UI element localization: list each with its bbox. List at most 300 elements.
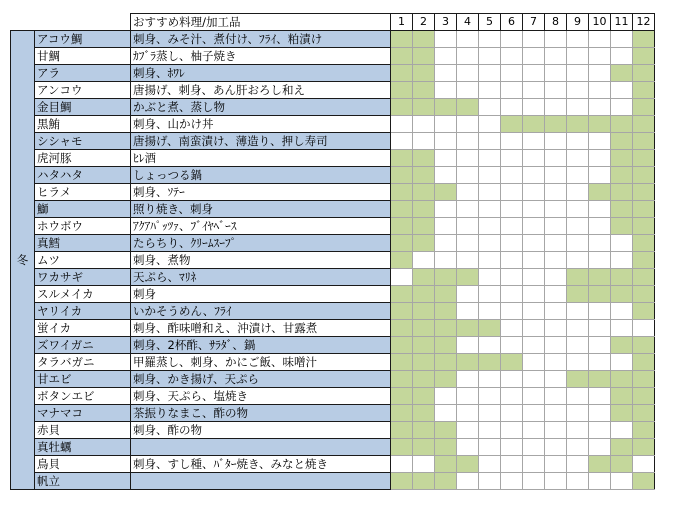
dish-cell[interactable]: 刺身、酢味噌和え、沖漬け、甘露煮: [131, 320, 391, 337]
month-cell[interactable]: [391, 116, 413, 133]
month-header[interactable]: 11: [611, 14, 633, 31]
month-cell-in-season[interactable]: [611, 337, 633, 354]
fish-name-cell[interactable]: 帆立: [35, 473, 131, 490]
month-cell-in-season[interactable]: [611, 184, 633, 201]
fish-name-cell[interactable]: アンコウ: [35, 82, 131, 99]
month-cell-in-season[interactable]: [589, 116, 611, 133]
month-cell[interactable]: [479, 473, 501, 490]
month-cell[interactable]: [589, 439, 611, 456]
month-header[interactable]: 1: [391, 14, 413, 31]
month-cell[interactable]: [435, 218, 457, 235]
month-cell-in-season[interactable]: [391, 388, 413, 405]
month-cell-in-season[interactable]: [633, 371, 655, 388]
month-cell[interactable]: [523, 201, 545, 218]
month-cell-in-season[interactable]: [633, 337, 655, 354]
month-cell-in-season[interactable]: [413, 269, 435, 286]
month-cell[interactable]: [611, 422, 633, 439]
month-cell-in-season[interactable]: [391, 235, 413, 252]
month-cell[interactable]: [567, 218, 589, 235]
dish-cell[interactable]: 刺身、かき揚げ、天ぷら: [131, 371, 391, 388]
month-cell[interactable]: [457, 388, 479, 405]
month-cell[interactable]: [479, 31, 501, 48]
fish-name-cell[interactable]: ヤリイカ: [35, 303, 131, 320]
month-cell[interactable]: [523, 99, 545, 116]
dish-column-header[interactable]: おすすめ料理/加工品: [131, 14, 391, 31]
month-header[interactable]: 6: [501, 14, 523, 31]
dish-cell[interactable]: 唐揚げ、刺身、あん肝おろし和え: [131, 82, 391, 99]
month-cell-in-season[interactable]: [435, 320, 457, 337]
month-cell-in-season[interactable]: [545, 116, 567, 133]
month-cell-in-season[interactable]: [413, 337, 435, 354]
month-cell[interactable]: [457, 31, 479, 48]
month-cell[interactable]: [479, 388, 501, 405]
month-cell-in-season[interactable]: [611, 201, 633, 218]
month-cell-in-season[interactable]: [391, 320, 413, 337]
month-cell-in-season[interactable]: [611, 65, 633, 82]
month-cell[interactable]: [391, 133, 413, 150]
month-cell-in-season[interactable]: [479, 354, 501, 371]
fish-name-cell[interactable]: ムツ: [35, 252, 131, 269]
month-cell[interactable]: [523, 252, 545, 269]
month-cell[interactable]: [501, 218, 523, 235]
dish-cell[interactable]: ｱｸｱﾊﾟｯﾂｧ、ﾌﾞｲﾔﾍﾞｰｽ: [131, 218, 391, 235]
month-cell-in-season[interactable]: [633, 167, 655, 184]
fish-name-cell[interactable]: 金目鯛: [35, 99, 131, 116]
month-cell[interactable]: [567, 354, 589, 371]
month-cell[interactable]: [457, 422, 479, 439]
month-cell[interactable]: [479, 133, 501, 150]
month-cell-in-season[interactable]: [589, 269, 611, 286]
month-cell-in-season[interactable]: [391, 150, 413, 167]
month-cell[interactable]: [545, 235, 567, 252]
month-cell-in-season[interactable]: [633, 235, 655, 252]
month-cell-in-season[interactable]: [413, 82, 435, 99]
dish-cell[interactable]: [131, 439, 391, 456]
dish-cell[interactable]: 刺身、すし種、ﾊﾞﾀｰ焼き、みなと焼き: [131, 456, 391, 473]
month-cell[interactable]: [567, 303, 589, 320]
month-cell[interactable]: [523, 31, 545, 48]
month-cell[interactable]: [567, 456, 589, 473]
month-cell-in-season[interactable]: [589, 184, 611, 201]
month-cell[interactable]: [545, 99, 567, 116]
month-cell-in-season[interactable]: [633, 269, 655, 286]
month-cell-in-season[interactable]: [523, 116, 545, 133]
month-cell-in-season[interactable]: [611, 371, 633, 388]
month-cell[interactable]: [523, 303, 545, 320]
month-cell[interactable]: [545, 405, 567, 422]
month-cell[interactable]: [501, 150, 523, 167]
month-header[interactable]: 8: [545, 14, 567, 31]
month-cell-in-season[interactable]: [633, 473, 655, 490]
month-cell[interactable]: [589, 235, 611, 252]
month-cell-in-season[interactable]: [611, 405, 633, 422]
month-cell-in-season[interactable]: [413, 439, 435, 456]
month-cell[interactable]: [611, 82, 633, 99]
month-cell[interactable]: [567, 388, 589, 405]
month-cell[interactable]: [479, 439, 501, 456]
dish-cell[interactable]: かぶと煮、蒸し物: [131, 99, 391, 116]
month-cell[interactable]: [567, 184, 589, 201]
month-cell[interactable]: [589, 218, 611, 235]
month-cell[interactable]: [545, 354, 567, 371]
month-cell[interactable]: [501, 439, 523, 456]
fish-name-cell[interactable]: 甘エビ: [35, 371, 131, 388]
month-cell[interactable]: [457, 218, 479, 235]
month-cell[interactable]: [589, 31, 611, 48]
month-cell-in-season[interactable]: [391, 218, 413, 235]
fish-name-cell[interactable]: ハタハタ: [35, 167, 131, 184]
month-cell-in-season[interactable]: [567, 116, 589, 133]
month-cell[interactable]: [523, 65, 545, 82]
fish-name-cell[interactable]: 真牡蠣: [35, 439, 131, 456]
month-cell[interactable]: [523, 82, 545, 99]
month-cell[interactable]: [545, 269, 567, 286]
month-cell[interactable]: [545, 337, 567, 354]
month-cell[interactable]: [545, 65, 567, 82]
month-cell-in-season[interactable]: [413, 99, 435, 116]
month-cell-in-season[interactable]: [413, 303, 435, 320]
month-cell[interactable]: [457, 252, 479, 269]
month-cell[interactable]: [523, 388, 545, 405]
fish-name-cell[interactable]: ワカサギ: [35, 269, 131, 286]
month-cell-in-season[interactable]: [391, 303, 413, 320]
month-cell-in-season[interactable]: [633, 116, 655, 133]
month-cell-in-season[interactable]: [633, 286, 655, 303]
fish-name-cell[interactable]: 蛍イカ: [35, 320, 131, 337]
dish-cell[interactable]: 甲羅蒸し、刺身、かにご飯、味噌汁: [131, 354, 391, 371]
dish-cell[interactable]: 刺身、2杯酢、ｻﾗﾀﾞ、鍋: [131, 337, 391, 354]
month-cell[interactable]: [545, 184, 567, 201]
month-cell-in-season[interactable]: [633, 184, 655, 201]
month-cell-in-season[interactable]: [435, 456, 457, 473]
month-cell[interactable]: [501, 82, 523, 99]
month-cell-in-season[interactable]: [413, 371, 435, 388]
month-cell[interactable]: [479, 286, 501, 303]
month-cell[interactable]: [611, 354, 633, 371]
month-cell-in-season[interactable]: [391, 31, 413, 48]
month-cell[interactable]: [567, 133, 589, 150]
month-cell[interactable]: [611, 320, 633, 337]
month-cell[interactable]: [457, 303, 479, 320]
month-header[interactable]: 7: [523, 14, 545, 31]
month-cell-in-season[interactable]: [633, 303, 655, 320]
dish-cell[interactable]: 刺身、ﾎﾜﾚ: [131, 65, 391, 82]
month-cell[interactable]: [545, 439, 567, 456]
month-cell[interactable]: [523, 422, 545, 439]
month-cell[interactable]: [523, 218, 545, 235]
fish-name-cell[interactable]: 虎河豚: [35, 150, 131, 167]
month-cell-in-season[interactable]: [479, 320, 501, 337]
dish-cell[interactable]: 照り焼き、刺身: [131, 201, 391, 218]
month-cell[interactable]: [523, 269, 545, 286]
month-cell[interactable]: [479, 422, 501, 439]
month-cell[interactable]: [457, 439, 479, 456]
month-cell[interactable]: [391, 269, 413, 286]
month-cell-in-season[interactable]: [611, 286, 633, 303]
fish-name-cell[interactable]: ズワイガニ: [35, 337, 131, 354]
month-cell[interactable]: [567, 167, 589, 184]
month-cell[interactable]: [457, 82, 479, 99]
month-cell[interactable]: [457, 167, 479, 184]
month-cell-in-season[interactable]: [589, 286, 611, 303]
month-cell-in-season[interactable]: [567, 286, 589, 303]
month-cell-in-season[interactable]: [633, 252, 655, 269]
month-cell[interactable]: [523, 184, 545, 201]
month-cell[interactable]: [435, 116, 457, 133]
month-cell-in-season[interactable]: [611, 456, 633, 473]
month-cell[interactable]: [589, 473, 611, 490]
month-cell[interactable]: [457, 371, 479, 388]
dish-cell[interactable]: 茶振りなまこ、酢の物: [131, 405, 391, 422]
month-cell[interactable]: [391, 456, 413, 473]
month-cell-in-season[interactable]: [413, 320, 435, 337]
month-cell-in-season[interactable]: [501, 354, 523, 371]
month-cell[interactable]: [501, 235, 523, 252]
month-cell-in-season[interactable]: [633, 354, 655, 371]
month-cell-in-season[interactable]: [435, 422, 457, 439]
month-cell[interactable]: [479, 252, 501, 269]
month-cell[interactable]: [479, 405, 501, 422]
month-cell[interactable]: [611, 473, 633, 490]
month-cell[interactable]: [567, 65, 589, 82]
month-cell-in-season[interactable]: [435, 269, 457, 286]
month-cell[interactable]: [457, 65, 479, 82]
month-cell[interactable]: [545, 133, 567, 150]
month-cell[interactable]: [413, 133, 435, 150]
month-cell-in-season[interactable]: [413, 286, 435, 303]
month-cell[interactable]: [501, 167, 523, 184]
month-cell[interactable]: [523, 150, 545, 167]
month-cell-in-season[interactable]: [633, 405, 655, 422]
month-cell[interactable]: [479, 303, 501, 320]
month-cell[interactable]: [501, 286, 523, 303]
month-cell[interactable]: [501, 99, 523, 116]
month-cell[interactable]: [457, 405, 479, 422]
month-cell[interactable]: [501, 201, 523, 218]
month-cell-in-season[interactable]: [633, 65, 655, 82]
month-header[interactable]: 9: [567, 14, 589, 31]
fish-name-cell[interactable]: ボタンエビ: [35, 388, 131, 405]
dish-cell[interactable]: しょっつる鍋: [131, 167, 391, 184]
month-cell-in-season[interactable]: [633, 388, 655, 405]
dish-cell[interactable]: [131, 473, 391, 490]
month-cell-in-season[interactable]: [435, 439, 457, 456]
month-cell[interactable]: [479, 235, 501, 252]
month-cell[interactable]: [545, 82, 567, 99]
dish-cell[interactable]: 刺身、みそ汁、煮付け、ﾌﾗｲ、粕漬け: [131, 31, 391, 48]
month-cell[interactable]: [567, 337, 589, 354]
month-cell[interactable]: [589, 337, 611, 354]
month-cell-in-season[interactable]: [611, 439, 633, 456]
month-cell-in-season[interactable]: [435, 286, 457, 303]
month-cell[interactable]: [501, 320, 523, 337]
month-cell[interactable]: [611, 99, 633, 116]
month-cell-in-season[interactable]: [435, 184, 457, 201]
month-cell[interactable]: [567, 252, 589, 269]
month-cell[interactable]: [501, 269, 523, 286]
month-cell[interactable]: [589, 354, 611, 371]
month-cell-in-season[interactable]: [413, 354, 435, 371]
month-cell[interactable]: [479, 218, 501, 235]
month-cell[interactable]: [523, 320, 545, 337]
month-cell[interactable]: [479, 99, 501, 116]
month-cell-in-season[interactable]: [413, 150, 435, 167]
month-cell-in-season[interactable]: [611, 150, 633, 167]
month-cell[interactable]: [457, 201, 479, 218]
dish-cell[interactable]: ﾋﾚ酒: [131, 150, 391, 167]
month-header[interactable]: 5: [479, 14, 501, 31]
month-cell[interactable]: [611, 252, 633, 269]
month-cell-in-season[interactable]: [391, 48, 413, 65]
month-cell-in-season[interactable]: [391, 337, 413, 354]
month-cell[interactable]: [567, 320, 589, 337]
month-cell[interactable]: [567, 201, 589, 218]
month-cell-in-season[interactable]: [457, 320, 479, 337]
month-cell-in-season[interactable]: [413, 405, 435, 422]
month-cell[interactable]: [545, 218, 567, 235]
month-cell[interactable]: [567, 473, 589, 490]
fish-name-cell[interactable]: 真鱈: [35, 235, 131, 252]
season-label[interactable]: 冬: [11, 31, 35, 490]
month-cell[interactable]: [435, 150, 457, 167]
month-cell[interactable]: [435, 65, 457, 82]
month-cell-in-season[interactable]: [435, 99, 457, 116]
month-cell[interactable]: [589, 65, 611, 82]
month-cell[interactable]: [435, 201, 457, 218]
month-cell[interactable]: [501, 303, 523, 320]
month-cell[interactable]: [523, 354, 545, 371]
month-cell-in-season[interactable]: [567, 371, 589, 388]
dish-cell[interactable]: たらちり、ｸﾘｰﾑｽｰﾌﾟ: [131, 235, 391, 252]
month-cell[interactable]: [479, 48, 501, 65]
month-cell[interactable]: [589, 167, 611, 184]
month-cell[interactable]: [435, 167, 457, 184]
month-cell[interactable]: [633, 320, 655, 337]
month-cell-in-season[interactable]: [391, 252, 413, 269]
month-cell-in-season[interactable]: [391, 371, 413, 388]
month-cell-in-season[interactable]: [633, 218, 655, 235]
month-cell-in-season[interactable]: [633, 133, 655, 150]
month-cell-in-season[interactable]: [457, 354, 479, 371]
dish-cell[interactable]: 刺身、山かけ丼: [131, 116, 391, 133]
month-cell[interactable]: [523, 473, 545, 490]
month-cell[interactable]: [633, 456, 655, 473]
month-cell[interactable]: [589, 48, 611, 65]
month-cell[interactable]: [501, 48, 523, 65]
month-cell[interactable]: [479, 269, 501, 286]
month-cell[interactable]: [611, 48, 633, 65]
month-cell[interactable]: [589, 303, 611, 320]
month-cell[interactable]: [501, 422, 523, 439]
month-cell[interactable]: [611, 31, 633, 48]
month-cell[interactable]: [545, 456, 567, 473]
month-header[interactable]: 4: [457, 14, 479, 31]
dish-cell[interactable]: 唐揚げ、南蛮漬け、薄造り、押し寿司: [131, 133, 391, 150]
month-cell-in-season[interactable]: [589, 371, 611, 388]
month-cell-in-season[interactable]: [413, 48, 435, 65]
fish-name-cell[interactable]: 赤貝: [35, 422, 131, 439]
month-cell[interactable]: [523, 337, 545, 354]
dish-cell[interactable]: 刺身、ｿﾃｰ: [131, 184, 391, 201]
month-cell[interactable]: [545, 422, 567, 439]
month-cell-in-season[interactable]: [391, 405, 413, 422]
month-cell[interactable]: [611, 303, 633, 320]
month-cell-in-season[interactable]: [391, 65, 413, 82]
month-cell-in-season[interactable]: [391, 184, 413, 201]
month-cell[interactable]: [457, 133, 479, 150]
month-cell-in-season[interactable]: [391, 439, 413, 456]
month-cell-in-season[interactable]: [391, 167, 413, 184]
month-cell[interactable]: [545, 371, 567, 388]
month-cell-in-season[interactable]: [611, 218, 633, 235]
month-cell-in-season[interactable]: [413, 218, 435, 235]
month-cell[interactable]: [479, 184, 501, 201]
month-cell-in-season[interactable]: [633, 150, 655, 167]
month-cell[interactable]: [567, 405, 589, 422]
month-cell-in-season[interactable]: [413, 201, 435, 218]
dish-cell[interactable]: 刺身: [131, 286, 391, 303]
dish-cell[interactable]: ｶﾌﾞﾗ蒸し、柚子焼き: [131, 48, 391, 65]
month-cell[interactable]: [545, 167, 567, 184]
month-cell-in-season[interactable]: [391, 473, 413, 490]
month-cell[interactable]: [413, 116, 435, 133]
month-cell[interactable]: [523, 286, 545, 303]
month-cell-in-season[interactable]: [391, 354, 413, 371]
month-cell[interactable]: [501, 456, 523, 473]
month-cell[interactable]: [523, 405, 545, 422]
month-cell-in-season[interactable]: [391, 201, 413, 218]
month-cell[interactable]: [435, 31, 457, 48]
month-cell[interactable]: [523, 48, 545, 65]
month-cell-in-season[interactable]: [633, 439, 655, 456]
month-cell-in-season[interactable]: [611, 167, 633, 184]
month-cell[interactable]: [435, 388, 457, 405]
month-cell-in-season[interactable]: [413, 65, 435, 82]
month-cell[interactable]: [545, 473, 567, 490]
dish-cell[interactable]: 刺身、酢の物: [131, 422, 391, 439]
month-cell[interactable]: [567, 82, 589, 99]
month-cell-in-season[interactable]: [457, 99, 479, 116]
month-cell-in-season[interactable]: [413, 184, 435, 201]
month-cell-in-season[interactable]: [589, 456, 611, 473]
month-cell[interactable]: [479, 201, 501, 218]
fish-name-cell[interactable]: タラバガニ: [35, 354, 131, 371]
month-cell-in-season[interactable]: [413, 422, 435, 439]
month-cell[interactable]: [501, 405, 523, 422]
month-cell[interactable]: [567, 150, 589, 167]
month-cell[interactable]: [479, 150, 501, 167]
month-cell[interactable]: [567, 99, 589, 116]
month-cell-in-season[interactable]: [633, 99, 655, 116]
month-cell[interactable]: [545, 150, 567, 167]
month-cell[interactable]: [457, 150, 479, 167]
month-cell[interactable]: [545, 388, 567, 405]
month-cell-in-season[interactable]: [435, 337, 457, 354]
month-cell[interactable]: [435, 252, 457, 269]
month-cell-in-season[interactable]: [391, 99, 413, 116]
month-cell-in-season[interactable]: [391, 422, 413, 439]
fish-name-cell[interactable]: スルメイカ: [35, 286, 131, 303]
month-cell[interactable]: [523, 235, 545, 252]
month-cell-in-season[interactable]: [435, 371, 457, 388]
month-cell[interactable]: [567, 235, 589, 252]
month-cell[interactable]: [479, 82, 501, 99]
month-cell[interactable]: [435, 82, 457, 99]
dish-cell[interactable]: いかそうめん、ﾌﾗｲ: [131, 303, 391, 320]
month-cell[interactable]: [523, 439, 545, 456]
dish-cell[interactable]: 刺身、煮物: [131, 252, 391, 269]
month-header[interactable]: 2: [413, 14, 435, 31]
